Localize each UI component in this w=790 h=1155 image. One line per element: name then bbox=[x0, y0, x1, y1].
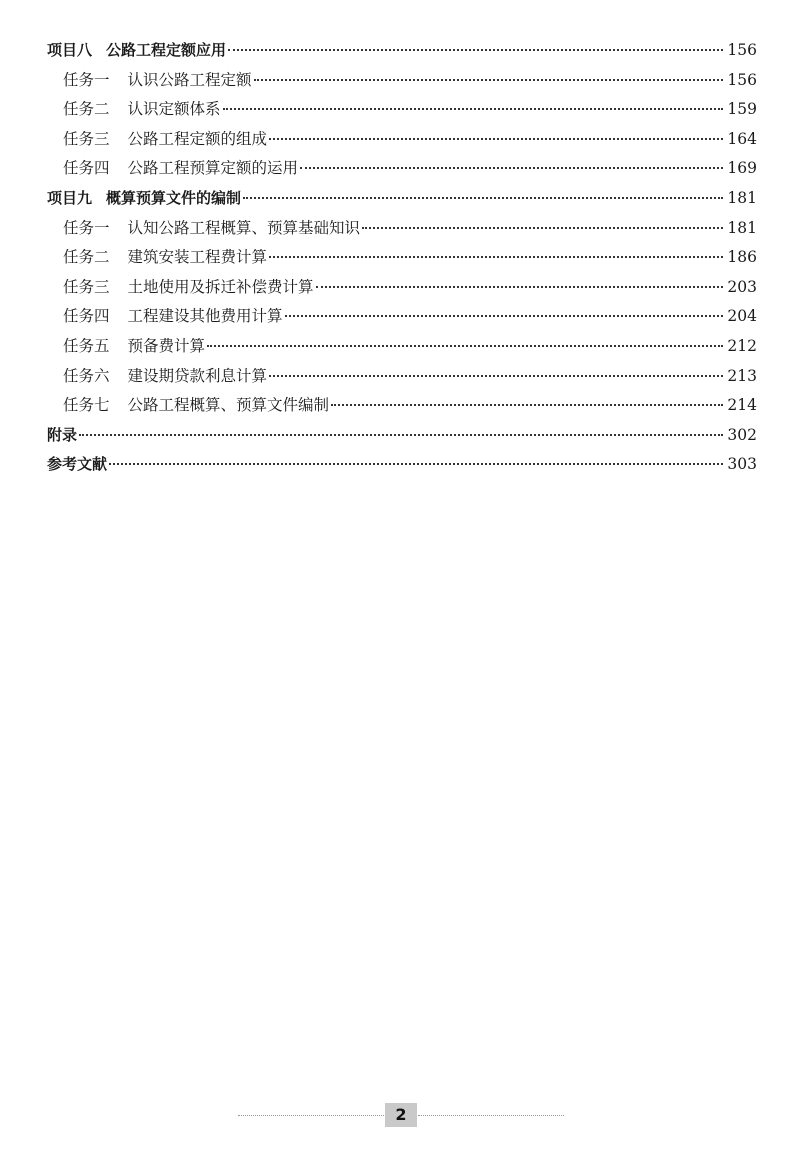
toc-label bbox=[63, 154, 298, 184]
toc-entry[interactable] bbox=[47, 66, 757, 96]
toc-entry[interactable] bbox=[47, 243, 757, 273]
toc-entry-number: 项目九 bbox=[47, 188, 93, 207]
toc-entry-number: 任务一 bbox=[63, 218, 110, 237]
toc-label bbox=[63, 391, 329, 421]
toc-page-number: 213 bbox=[727, 366, 757, 385]
toc-label bbox=[63, 302, 283, 332]
dot-leader bbox=[269, 375, 723, 377]
toc-entry-number: 任务三 bbox=[63, 277, 110, 296]
toc-entry-title: 公路工程定额的组成 bbox=[127, 129, 268, 148]
footer-rule-right bbox=[418, 1115, 564, 1116]
toc-page-number: 169 bbox=[727, 159, 757, 178]
toc-entry-number: 任务五 bbox=[63, 336, 110, 355]
toc-entry[interactable] bbox=[47, 302, 757, 332]
dot-leader bbox=[243, 197, 723, 199]
toc-entry-number: 任务四 bbox=[63, 159, 110, 178]
dot-leader bbox=[300, 167, 723, 169]
toc-entry-number: 任务一 bbox=[63, 70, 110, 89]
toc-entry-title: 参考文献 bbox=[47, 455, 108, 474]
toc-entry-title: 建筑安装工程费计算 bbox=[127, 248, 268, 267]
dot-leader bbox=[285, 315, 724, 317]
toc-entry[interactable] bbox=[47, 214, 757, 244]
toc-entry[interactable] bbox=[47, 36, 757, 66]
toc-entry-title: 工程建设其他费用计算 bbox=[127, 307, 283, 326]
toc-entry-title: 公路工程预算定额的运用 bbox=[127, 159, 299, 178]
toc-entry-title: 建设期贷款利息计算 bbox=[127, 366, 268, 385]
toc-page-number: 204 bbox=[727, 307, 757, 326]
toc-entry-title: 认识公路工程定额 bbox=[127, 70, 252, 89]
toc-label bbox=[63, 332, 205, 362]
toc-entry-title: 附录 bbox=[47, 425, 78, 444]
toc-label bbox=[63, 243, 267, 273]
toc-entry-number: 任务七 bbox=[63, 396, 110, 415]
toc-label bbox=[47, 36, 226, 66]
toc-label bbox=[47, 184, 241, 214]
toc-entry[interactable] bbox=[47, 154, 757, 184]
toc-label bbox=[63, 95, 221, 125]
toc-page-number: 302 bbox=[727, 425, 757, 444]
dot-leader bbox=[79, 434, 723, 436]
dot-leader bbox=[331, 404, 723, 406]
toc-label bbox=[47, 421, 77, 451]
toc-entry-title: 公路工程概算、预算文件编制 bbox=[127, 396, 330, 415]
toc-entry[interactable] bbox=[47, 391, 757, 421]
table-of-contents bbox=[47, 36, 757, 480]
toc-page-number: 303 bbox=[727, 455, 757, 474]
toc-entry[interactable] bbox=[47, 450, 757, 480]
toc-page-number: 164 bbox=[727, 129, 757, 148]
toc-entry[interactable] bbox=[47, 362, 757, 392]
page-number: 2 bbox=[385, 1103, 417, 1127]
toc-entry[interactable] bbox=[47, 125, 757, 155]
toc-page-number: 156 bbox=[727, 41, 757, 59]
dot-leader bbox=[207, 345, 723, 347]
toc-entry-number: 任务六 bbox=[63, 366, 110, 385]
dot-leader bbox=[362, 227, 723, 229]
toc-label bbox=[63, 66, 252, 96]
dot-leader bbox=[316, 286, 724, 288]
toc-entry-title: 公路工程定额应用 bbox=[106, 41, 227, 59]
toc-page-number: 181 bbox=[727, 218, 757, 237]
toc-label bbox=[63, 214, 360, 244]
toc-entry[interactable] bbox=[47, 273, 757, 303]
dot-leader bbox=[228, 49, 723, 51]
dot-leader bbox=[254, 79, 724, 81]
toc-entry[interactable] bbox=[47, 184, 757, 214]
dot-leader bbox=[223, 108, 724, 110]
toc-label bbox=[63, 362, 267, 392]
toc-page-number: 203 bbox=[727, 277, 757, 296]
toc-label bbox=[47, 450, 107, 480]
toc-page-number: 181 bbox=[727, 188, 757, 207]
toc-entry-title: 认知公路工程概算、预算基础知识 bbox=[127, 218, 361, 237]
toc-entry[interactable] bbox=[47, 332, 757, 362]
dot-leader bbox=[269, 256, 723, 258]
footer-rule-left bbox=[238, 1115, 384, 1116]
toc-entry-number: 任务二 bbox=[63, 248, 110, 267]
toc-page-number: 159 bbox=[727, 100, 757, 119]
toc-entry-number: 任务二 bbox=[63, 100, 110, 119]
toc-entry-title: 认识定额体系 bbox=[127, 100, 221, 119]
toc-page-number: 156 bbox=[727, 70, 757, 89]
toc-entry-title: 概算预算文件的编制 bbox=[106, 188, 242, 207]
toc-entry-title: 预备费计算 bbox=[127, 336, 206, 355]
toc-label bbox=[63, 125, 267, 155]
toc-page-number: 186 bbox=[727, 248, 757, 267]
toc-page-number: 212 bbox=[727, 336, 757, 355]
toc-entry[interactable] bbox=[47, 95, 757, 125]
toc-entry-number: 任务四 bbox=[63, 307, 110, 326]
page-footer bbox=[0, 1095, 790, 1135]
toc-label bbox=[63, 273, 314, 303]
toc-entry-title: 土地使用及拆迁补偿费计算 bbox=[127, 277, 314, 296]
toc-entry-number: 任务三 bbox=[63, 129, 110, 148]
toc-page-number: 214 bbox=[727, 396, 757, 415]
toc-entry-number: 项目八 bbox=[47, 41, 93, 59]
dot-leader bbox=[269, 138, 723, 140]
dot-leader bbox=[109, 463, 723, 465]
toc-entry[interactable] bbox=[47, 421, 757, 451]
